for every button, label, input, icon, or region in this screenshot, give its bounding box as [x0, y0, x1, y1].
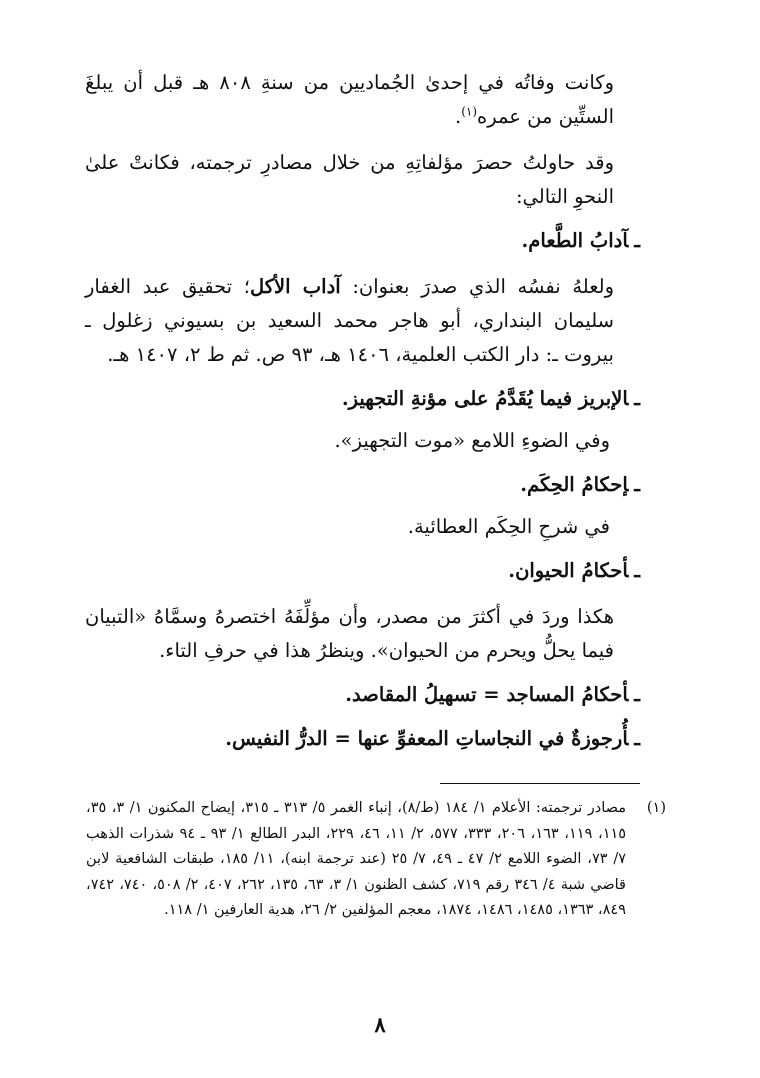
footnote-text: مصادر ترجمته: الأعلام ١/ ١٨٤ (ط/٨)، إنباء الغمر ٥/ ٣١٣ ـ ٣١٥، إيضاح المكنون ١/ ٣، ٣٥، ١١٥، ١١٩، ١٦٣، ٢٠٦، ٣٣٣، ٥٧٧، ٢/ ١١، ٤٦، ٢٢٩، البدر الطالع ١/ ٩٣ ـ ٩٤ شذرات الذهب ٧/ ٧٣، الضوء اللامع ٢/ ٤٧ ـ ٤٩، ٧/ ٢٥ (عند ترجمة ابنه)، ١١/ ١٨٥، طبقات الشافعية لابن قاضي شبة ٤/ ٣٤٦ رقم ٧١٩، كشف الظنون ١/ ٣، ٦٣، ١٣٥، ٢٦٢، ٤٠٧، ٢/ ٥٠٨، ٧٤٠، ٧٤٢، ٨٤٩، ١٣٦٣، ١٤٨٥، ١٤٨٦، ١٨٧٤، معجم المؤلفين ٢/ ٢٦، هدية العارفين ١/ ١١٨. [86, 800, 627, 918]
death-text: وكانت وفاتُه في إحدىٰ الجُماديين من سنةِ ٨٠٨ هـ قبل أن يبلغَ الستِّين من عمره [85, 71, 614, 128]
paragraph-works-intro: وقد حاولتُ حصرَ مؤلفاتِهِ من خلال مصادرِ ترجمته، فكانتْ علىٰ النحوِ التالي: [85, 151, 614, 208]
paragraph-death [85, 66, 640, 134]
work-dash: ـ [634, 229, 640, 252]
work-title: إحكامُ الحِكَم. [520, 473, 629, 496]
footnote-number: (١) [646, 800, 666, 816]
work-dash: ـ [634, 683, 640, 706]
work-item-ahkam-hayawan [85, 554, 640, 588]
work-dash: ـ [634, 473, 640, 496]
footnote-divider [440, 783, 640, 784]
adab-akl-post: ؛ تحقيق عبد الغفار سليمان البنداري، أبو هاجر محمد السعيد بن بسيوني زغلول ـ بيروت ـ: دار الكتب العلمية، ١٤٠٦ هـ، ٩٣ ص. ثم ط ٢، ١٤٠٧ هـ. [85, 275, 614, 366]
paragraph-adab-akl [85, 270, 640, 372]
adab-akl-pre: ولعلهُ نفسُه الذي صدرَ بعنوان: [340, 275, 614, 298]
footnotes [86, 796, 666, 924]
work-title: آدابُ الطَّعام. [521, 229, 629, 252]
main-text [85, 66, 640, 756]
footnote-item [86, 796, 666, 924]
adab-akl-title: آداب الأكل [249, 275, 341, 298]
paragraph-ahkam-hayawan: هكذا وردَ في أكثرَ من مصدر، وأن مؤلِّفَهُ اختصرهُ وسمَّاهُ «التبيان فيما يحلُّ ويحرم من الحيوان». وينظرُ هذا في حرفِ التاء. [85, 605, 614, 662]
work-item-urjuza [85, 722, 640, 756]
work-item-adab-taam [85, 224, 640, 258]
work-dash: ـ [634, 727, 640, 750]
footnote-ref: (١) [461, 104, 478, 119]
work-item-ibriz [85, 382, 640, 416]
work-title: الإبريز فيما يُقَدَّمُ على مؤنةِ التجهيز. [341, 387, 629, 410]
work-item-ahkam-masajid [85, 678, 640, 712]
work-note-ihkam-hikam: في شرحِ الحِكَم العطائية. [407, 515, 610, 538]
work-item-ihkam-hikam [85, 468, 640, 502]
page-number: ٨ [374, 1012, 386, 1037]
death-end: . [455, 105, 462, 128]
work-dash: ـ [634, 387, 640, 410]
work-note-ibriz: وفي الضوءِ اللامع «موت التجهيز». [334, 429, 610, 452]
work-title: أحكامُ الحيوان. [508, 559, 629, 582]
work-dash: ـ [634, 559, 640, 582]
work-title: أُرجوزةٌ في النجاساتِ المعفوِّ عنها = الدرُّ النفيس. [225, 727, 629, 750]
work-title: أحكامُ المساجد = تسهيلُ المقاصد. [345, 683, 629, 706]
